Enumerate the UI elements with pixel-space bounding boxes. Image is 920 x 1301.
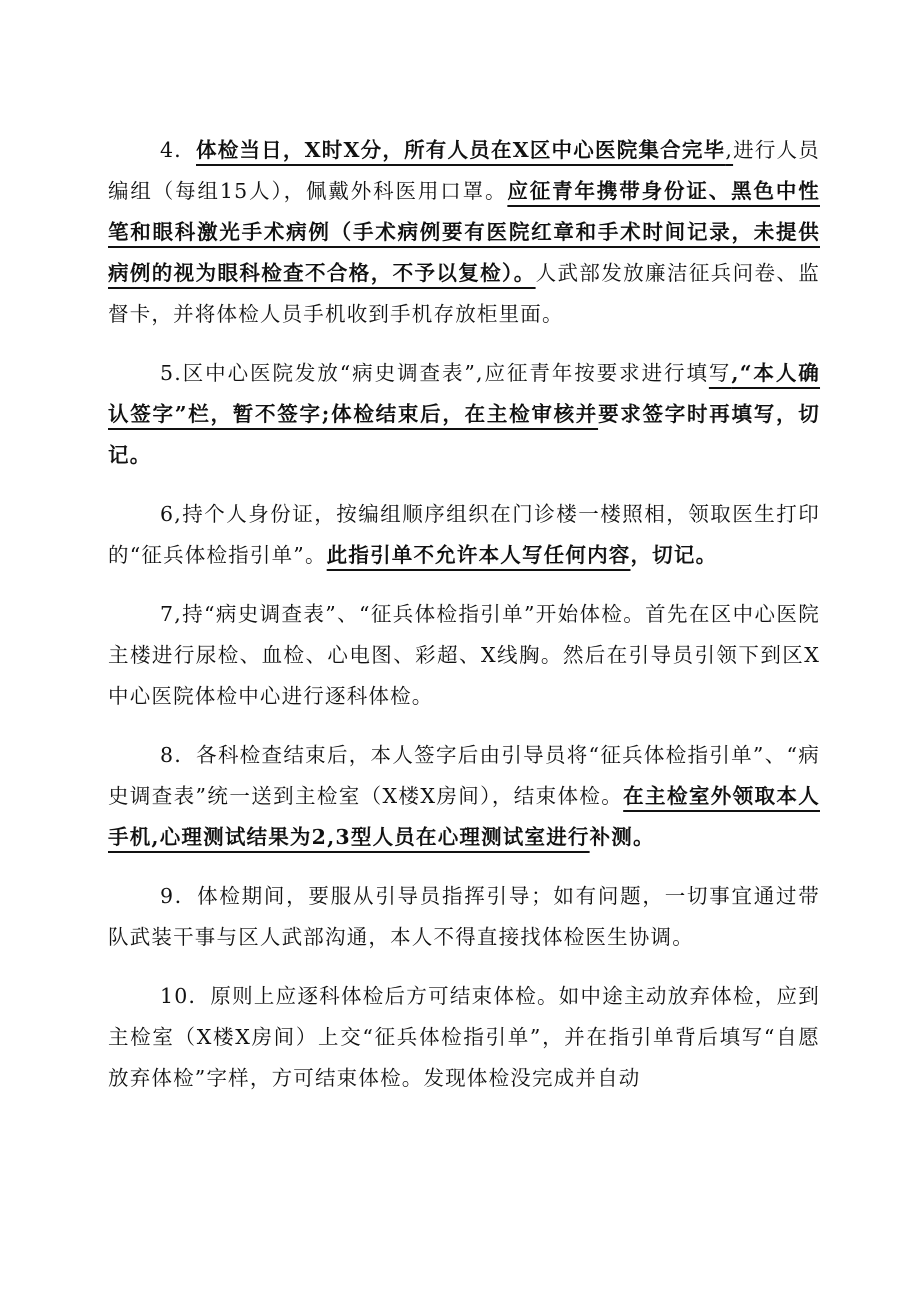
p5-seg-0: 5.区中心医院发放“病史调查表”,应征青年按要求进行填: [160, 361, 709, 385]
p4-seg-0: 4．: [160, 138, 196, 162]
document-page: [108, 130, 820, 1117]
p4-seg-2: ,: [725, 138, 734, 162]
paragraph-item-5: [108, 353, 820, 476]
p5-seg-2: ,“本人确认签字”栏，暂不签字;体检结束后，在主检审核并: [108, 361, 821, 426]
p6-seg-0: 6,持个人身份证，按编组顺序组织在门诊楼一楼照相，领取医生打印的“征兵体检指引单”。: [108, 502, 820, 567]
p4-seg-1: 体检当日，X时X分，所有人员在X区中心医院集合完毕: [196, 138, 726, 162]
p8-seg-1: 在主检室外领取本人手机,心理测试结果为2,3型人员在心理测试室进行: [108, 784, 820, 849]
p9-seg-0: 9．体检期间，要服从引导员指挥引导；如有问题，一切事宜通过带队武装干事与区人武部沟通，本人不得直接找体检医生协调。: [108, 884, 820, 949]
p8-seg-0: 8．各科检查结束后，本人签字后由引导员将“征兵体检指引单”、“病史调查表”统一送到主检室（X楼X房间），结束体检。: [108, 743, 820, 808]
p4-seg-5: 人武部发放廉洁征兵问卷、监督卡，并将体检人员手机收到手机存放柜里面。: [108, 261, 820, 326]
p8-seg-2: 补测。: [589, 825, 655, 849]
paragraph-item-7: [108, 594, 820, 717]
paragraph-item-8: [108, 735, 820, 858]
paragraph-item-4: [108, 130, 820, 335]
paragraph-item-10: [108, 976, 820, 1099]
p4-seg-4: 应征青年携带身份证、黑色中性笔和眼科激光手术病例（手术病例要有医院红章和手术时间记录，未提供病例的视为眼科检查不合格，不予以复检）。: [108, 179, 820, 285]
p5-seg-3: 要求签字时再填写，切记。: [108, 402, 820, 467]
paragraph-item-6: [108, 494, 820, 576]
p10-seg-0: 10．原则上应逐科体检后方可结束体检。如中途主动放弃体检，应到主检室（X楼X房间）上交“征兵体检指引单”，并在指引单背后填写“自愿放弃体检”字样，方可结束体检。发现体检没完成并自动: [108, 984, 820, 1090]
paragraph-item-9: [108, 876, 820, 958]
p6-seg-1: 此指引单不允许本人写任何内容: [326, 543, 631, 567]
p5-seg-1: 写: [708, 361, 732, 385]
p6-seg-2: ，切记。: [630, 543, 718, 567]
p4-seg-3: 进行人员编组（每组15人），佩戴外科医用口罩。: [108, 138, 820, 203]
p7-seg-0: 7,持“病史调查表”、“征兵体检指引单”开始体检。首先在区中心医院主楼进行尿检、血检、心电图、彩超、X线胸。然后在引导员引领下到区X中心医院体检中心进行逐科体检。: [108, 602, 820, 708]
